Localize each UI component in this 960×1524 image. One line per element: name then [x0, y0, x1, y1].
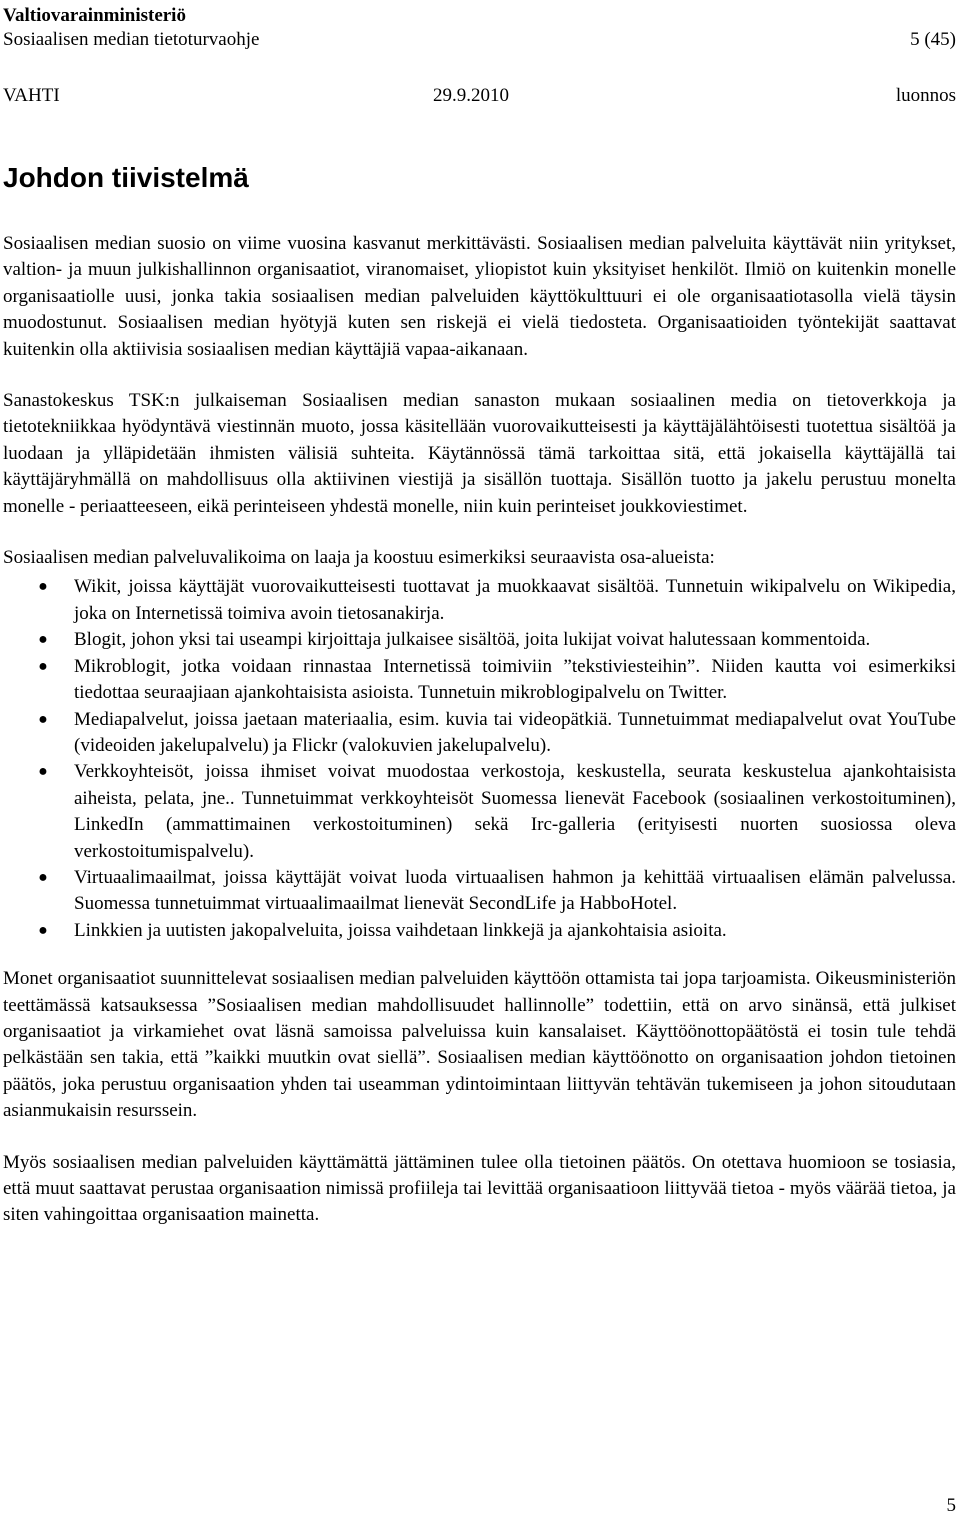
header-meta-row	[3, 84, 956, 108]
bullet-icon: ●	[38, 657, 48, 675]
bullet-icon: ●	[38, 710, 48, 728]
bullet-icon: ●	[38, 763, 48, 781]
list-item-text: Linkkien ja uutisten jakopalveluita, joissa vaihdetaan linkkejä ja ajankohtaisia asioita.	[74, 919, 727, 941]
header-organization: Valtiovarainministeriö	[3, 5, 186, 26]
list-item	[3, 574, 956, 627]
header-title-row	[3, 28, 956, 52]
list-item-text: Blogit, johon yksi tai useampi kirjoittaja julkaisee sisältöä, joita lukijat voivat halutessaan kommentoida.	[74, 629, 871, 651]
bullet-icon: ●	[38, 868, 48, 886]
header-status: luonnos	[895, 85, 956, 106]
list-item	[3, 627, 956, 653]
page-number: 5	[946, 1495, 956, 1516]
list-item-text: Mediapalvelut, joissa jaetaan materiaalia, esim. kuvia tai videopätkiä. Tunnetuimmat mediapalvelut ovat YouTube (videoiden jakelupalvelu) ja Flickr (valokuvien jakelupalvelu).	[74, 708, 956, 756]
section-heading: Johdon tiivistelmä	[3, 162, 249, 193]
bullet-icon: ●	[38, 921, 48, 939]
header-series: VAHTI	[3, 85, 60, 106]
list-item-text: Wikit, joissa käyttäjät vuorovaikutteisesti tuottavat ja muokkaavat sisältöä. Tunnetuin wikipalvelu on Wikipedia, joka on Internetissä toimiva avoin tietosanakirja.	[74, 576, 956, 624]
paragraph: Sanastokeskus TSK:n julkaiseman Sosiaalisen median sanaston mukaan sosiaalinen media on tietoverkkoja ja tietotekniikkaa hyödyntävä viestinnän muoto, jossa käsitellään vuorovaikutteisesti ja käyttäjälähtöisesti tuotettua sisältöä ja luodaan ja ylläpidetään ihmisten välisiä suhteita. Käytännössä tämä tarkoittaa sitä, että jokaisella käyttäjällä tai käyttäjäryhmällä on mahdollisuus olla aktiivinen viestijä ja sisällön tuottaja. Sisällön tuotto ja jakelu perustuu monelta monelle - periaatteeseen, eikä perinteiseen yhdestä monelle, niin kuin perinteiset joukkoviestimet.	[3, 390, 956, 517]
header-page-of: 5 (45)	[910, 29, 956, 50]
list-item	[3, 707, 956, 760]
header-date: 29.9.2010	[433, 85, 509, 106]
list-item	[3, 918, 956, 944]
bullet-icon: ●	[38, 631, 48, 649]
list-item	[3, 865, 956, 918]
document-body	[3, 231, 956, 1254]
bullet-icon: ●	[38, 578, 48, 596]
paragraph: Monet organisaatiot suunnittelevat sosiaalisen median palveluiden käyttöön ottamista tai jopa tarjoamista. Oikeusministeriön teettämässä katsauksessa ”Sosiaalisen median mahdollisuudet hallinnolle” todettiin, että on arvo sinänsä, että julkiset organisaatiot ja virkamiehet ovat läsnä samoissa palveluissa kuin kansalaiset. Käyttöönottopäätöstä ei tosin tule tehdä pelkästään sen takia, että ”kaikki muutkin ovat siellä”. Sosiaalisen median käyttöönotto on organisaation johdon tietoinen päätös, joka perustuu organisaation yhden tai useamman ydintoimintaan liittyvän tehtävän tukemiseen ja johon sitoudutaan asianmukaisin resurssein.	[3, 968, 956, 1122]
paragraph: Sosiaalisen median palveluvalikoima on laaja ja koostuu esimerkiksi seuraavista osa-alueista:	[3, 547, 715, 569]
list-item	[3, 654, 956, 707]
paragraph: Sosiaalisen median suosio on viime vuosina kasvanut merkittävästi. Sosiaalisen median palveluita käyttävät niin yritykset, valtion- ja muun julkishallinnon organisaatiot, viranomaiset, yliopistot kuin yksityiset henkilöt. Ilmiö on kuitenkin monelle organisaatiolle uusi, jonka takia sosiaalisen median palveluiden käyttökulttuuri ei ole organisaatiotasolla vielä täysin muodostunut. Sosiaalisen median hyötyjä kuten sen riskejä ei vielä tiedosteta. Organisaatioiden työntekijät saattavat kuitenkin olla aktiivisia sosiaalisen median käyttäjiä vapaa-aikanaan.	[3, 233, 956, 360]
list-item-text: Mikroblogit, jotka voidaan rinnastaa Internetissä toimiviin ”tekstiviesteihin”. Niiden kautta voi esimerkiksi tiedottaa seuraajiaan ajankohtaisista asioista. Tunnetuin mikroblogipalvelu on Twitter.	[74, 655, 956, 704]
bullet-list	[3, 574, 956, 944]
list-item-text: Virtuaalimaailmat, joissa käyttäjät voivat luoda virtuaalisen hahmon ja kehittää virtuaalisen elämän palvelussa. Suomessa tunnetuimmat virtuaalimaailmat lienevät SecondLife ja HabboHotel.	[74, 866, 956, 915]
list-item	[3, 759, 956, 865]
header-document-title: Sosiaalisen median tietoturvaohje	[3, 29, 260, 50]
paragraph: Myös sosiaalisen median palveluiden käyttämättä jättäminen tulee olla tietoinen päätös. On otettava huomioon se tosiasia, että muut saattavat perustaa organisaation nimissä profiileja tai levittää organisaatioon liittyvää tietoa - myös väärää tietoa, ja siten vahingoittaa organisaation mainetta.	[3, 1151, 956, 1226]
list-item-text: Verkkoyhteisöt, joissa ihmiset voivat muodostaa verkostoja, keskustella, seurata keskustelua ajankohtaisista aiheista, pelata, jne.. Tunnetuimmat verkkoyhteisöt Suomessa lienevät Facebook (sosiaalinen verkostoituminen), LinkedIn (ammattimainen verkostoituminen) sekä Irc-galleria (erityisesti nuorten suosiossa oleva verkostoitumispalvelu).	[74, 761, 956, 862]
